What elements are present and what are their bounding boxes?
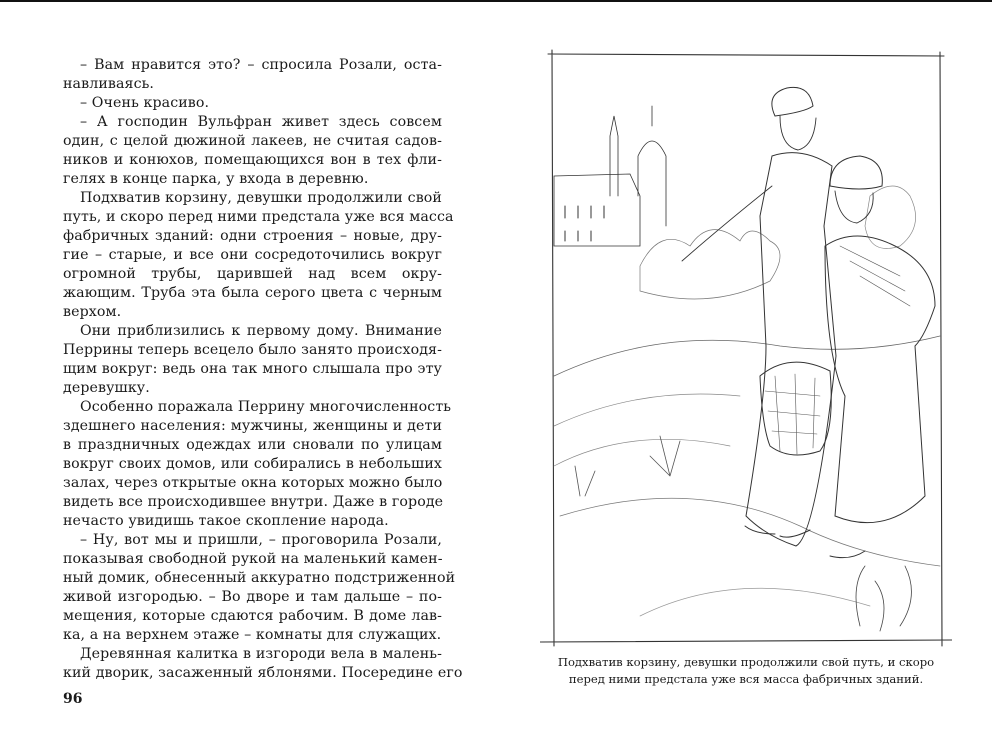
- top-border: [0, 0, 992, 2]
- paragraph: [63, 189, 454, 322]
- text-line: – А господин Вульфран живет здесь совсем: [80, 114, 442, 130]
- text-line: гие – старые, и все они сосредоточились вокруг: [63, 247, 442, 263]
- text-line: навливаясь.: [63, 76, 155, 92]
- paragraph: [63, 398, 452, 531]
- paragraph: [63, 56, 442, 94]
- text-line: показывая свободной рукой на маленький камен-: [63, 551, 443, 567]
- text-line: – Ну, вот мы и пришли, – проговорила Розали,: [80, 532, 442, 548]
- text-line: ный домик, обнесенный аккуратно подстриженной: [63, 570, 456, 586]
- text-line: Особенно поражала Перрину многочисленность: [80, 399, 452, 415]
- text-line: ка, а на верхнем этаже – комнаты для служащих.: [63, 627, 442, 643]
- page-number: 96: [63, 691, 83, 707]
- illustration-caption: [548, 654, 944, 688]
- text-line: Они приблизились к первому дому. Внимание: [80, 323, 442, 339]
- text-line: кий дворик, засаженный яблонями. Посередине его: [63, 665, 463, 681]
- caption-line: Подхватив корзину, девушки продолжили свой путь, и скоро: [557, 655, 935, 669]
- body-text: [63, 56, 463, 683]
- text-line: гелях в конце парка, у входа в деревню.: [63, 171, 369, 187]
- text-line: залах, через открытые окна которых можно было: [63, 475, 443, 491]
- text-line: нечасто увидишь такое скопление народа.: [63, 513, 389, 529]
- text-line: в праздничных одеждах или сновали по улицам: [63, 437, 442, 453]
- text-line: Деревянная калитка в изгороди вела в малень-: [80, 646, 442, 662]
- paragraph: [63, 113, 442, 189]
- text-line: фабричных зданий: одни строения – новые, дру-: [63, 228, 442, 244]
- text-line: мещения, которые сдаются рабочим. В доме лав-: [63, 608, 442, 624]
- text-line: ников и конюхов, помещающихся вон в тех фли-: [63, 152, 442, 168]
- text-line: вокруг своих домов, или собирались в небольших: [63, 456, 442, 472]
- text-line: верхом.: [63, 304, 122, 320]
- pencil-illustration: [540, 46, 952, 650]
- text-line: огромной трубы, царившей над всем окру-: [63, 266, 442, 282]
- text-line: деревушку.: [63, 380, 150, 396]
- text-line: здешнего населения: мужчины, женщины и дети: [63, 418, 442, 434]
- text-line: видеть все происходившее внутри. Даже в городе: [63, 494, 444, 510]
- paragraph: [63, 94, 442, 113]
- text-line: Подхватив корзину, девушки продолжили свой: [80, 190, 442, 206]
- paragraph: [63, 645, 463, 683]
- text-line: жающим. Труба эта была серого цвета с черным: [63, 285, 442, 301]
- text-line: щим вокруг: ведь она так много слышала про эту: [63, 361, 442, 377]
- text-line: – Вам нравится это? – спросила Розали, оста-: [80, 57, 442, 73]
- paragraph: [63, 531, 456, 645]
- text-line: Перрины теперь всецело было занято происходя-: [63, 342, 442, 358]
- text-line: – Очень красиво.: [80, 95, 210, 111]
- text-line: один, с целой дюжиной лакеев, не считая садов-: [63, 133, 442, 149]
- text-line: путь, и скоро перед ними предстала уже вся масса: [63, 209, 454, 225]
- caption-line: перед ними предстала уже вся масса фабричных зданий.: [568, 672, 924, 686]
- text-line: живой изгородью. – Во дворе и там дальше – по-: [63, 589, 442, 605]
- paragraph: [63, 322, 442, 398]
